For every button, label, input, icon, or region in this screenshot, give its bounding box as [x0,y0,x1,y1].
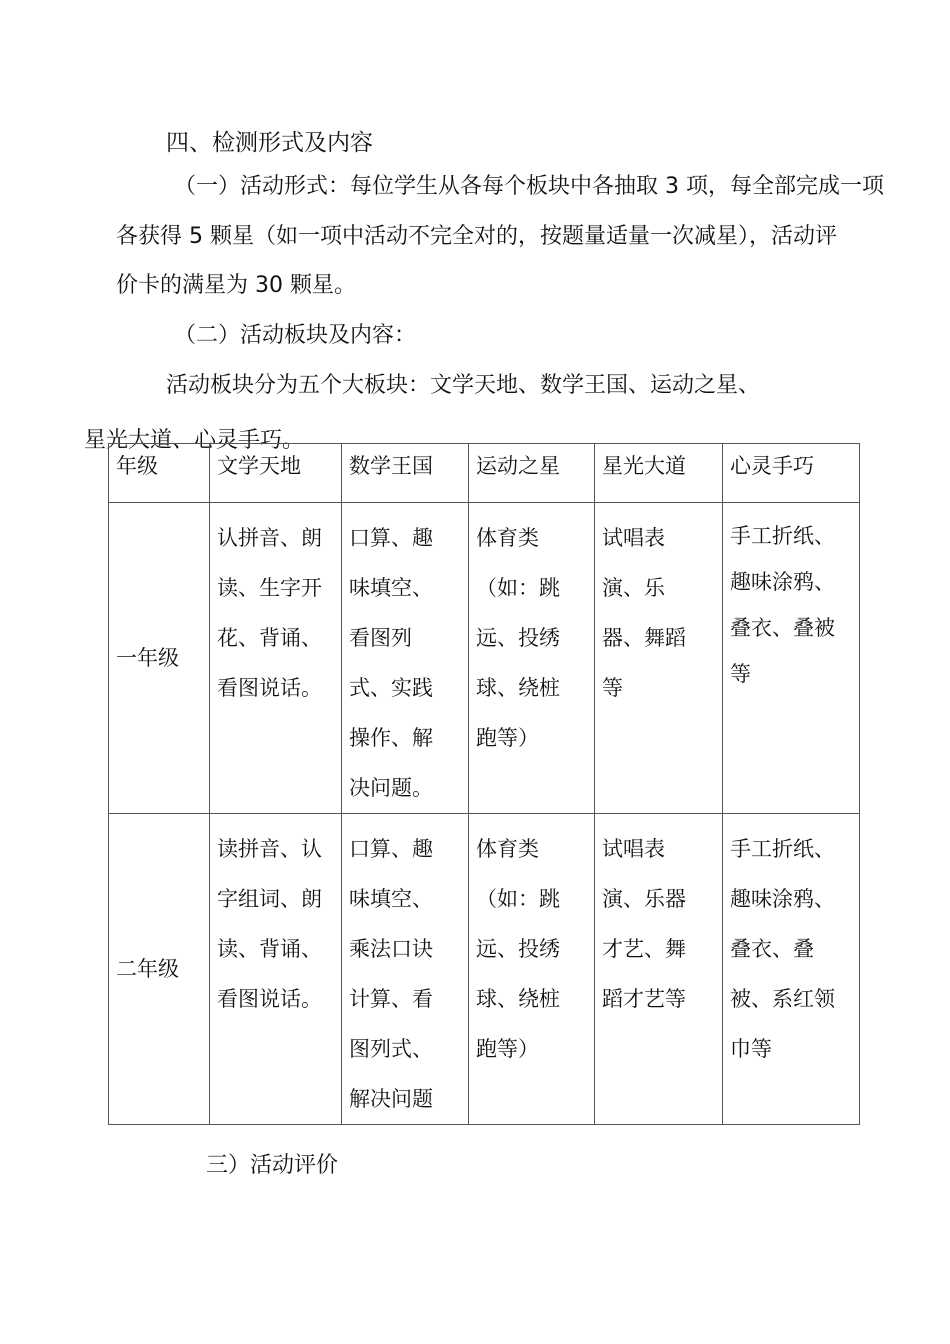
activity-form-line-3: 价卡的满星为 30 颗星。 [116,273,356,298]
table-row [109,814,860,1125]
table-cell: 口算、趣 味填空、 看图列 式、实践 操作、解 决问题。 [342,503,469,814]
activity-blocks-line-2: 星光大道、心灵手巧。 [84,428,305,453]
table-header-cell: 星光大道 [595,444,723,503]
grade-cell: 二年级 [109,814,210,1125]
table-header-cell: 文学天地 [210,444,342,503]
table-cell: 试唱表 演、乐 器、舞蹈 等 [595,503,723,814]
table-cell: 体育类 （如：跳 远、投绣 球、绕桩 跑等） [469,814,595,1125]
table-header-cell: 心灵手巧 [723,444,860,503]
activity-blocks-subheading: （二）活动板块及内容： [174,323,417,348]
table-header-row [109,444,860,503]
grade-cell: 一年级 [109,503,210,814]
activity-blocks-line-1: 活动板块分为五个大板块：文学天地、数学王国、运动之星、 [166,373,761,398]
table-cell: 体育类 （如：跳 远、投绣 球、绕桩 跑等） [469,503,595,814]
table-header-cell: 数学王国 [342,444,469,503]
table-cell: 手工折纸、 趣味涂鸦、 叠衣、叠被 等 [723,503,860,814]
table-cell: 手工折纸、 趣味涂鸦、 叠衣、叠 被、系红领 巾等 [723,814,860,1125]
activity-table [108,443,860,1125]
activity-form-line-1: （一）活动形式：每位学生从各每个板块中各抽取 3 项，每全部完成一项 [174,174,884,199]
table-cell: 口算、趣 味填空、 乘法口诀 计算、看 图列式、 解决问题 [342,814,469,1125]
table-cell: 试唱表 演、乐器 才艺、舞 蹈才艺等 [595,814,723,1125]
activity-evaluation-subheading: 三）活动评价 [206,1153,339,1178]
table-header-cell: 运动之星 [469,444,595,503]
table-cell: 读拼音、认 字组词、朗 读、背诵、 看图说话。 [210,814,342,1125]
table-cell: 认拼音、朗 读、生字开 花、背诵、 看图说话。 [210,503,342,814]
section-heading: 四、检测形式及内容 [166,130,373,156]
activity-form-line-2: 各获得 5 颗星（如一项中活动不完全对的，按题量适量一次减星），活动评 [116,224,837,249]
table-row [109,503,860,814]
table-header-cell: 年级 [109,444,210,503]
